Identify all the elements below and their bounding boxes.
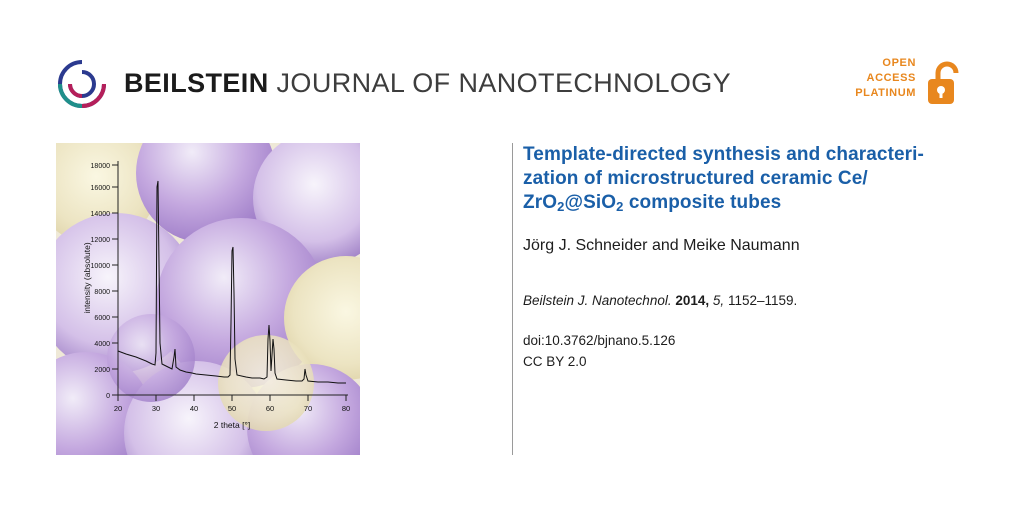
svg-text:12000: 12000: [90, 237, 110, 244]
vertical-divider: [512, 143, 513, 455]
article-title-line-3c: composite tubes: [623, 192, 782, 213]
beilstein-spiral-logo-icon: [56, 58, 108, 110]
article-title-line-3b: @SiO: [564, 192, 617, 213]
article-doi[interactable]: doi:10.3762/bjnano.5.126: [523, 333, 676, 348]
article-metadata: [523, 143, 973, 372]
open-access-text: [855, 56, 916, 101]
article-authors: Jörg J. Schneider and Meike Naumann: [523, 237, 800, 254]
article-title-sub-2: 2: [616, 199, 624, 214]
svg-text:50: 50: [227, 404, 237, 413]
svg-text:intensity (absolute): intensity (absolute): [82, 242, 92, 314]
citation-pages: 1152–1159.: [727, 293, 798, 308]
svg-text:6000: 6000: [94, 315, 110, 322]
article-figure: [56, 143, 360, 455]
svg-text:14000: 14000: [90, 211, 110, 218]
article-title-line-3a: ZrO: [523, 192, 558, 213]
citation-journal: Beilstein J. Nanotechnol.: [523, 293, 672, 308]
svg-text:20: 20: [113, 404, 123, 413]
article-title-line-1: Template-directed synthesis and characteri-: [523, 144, 924, 165]
journal-title-bold: BEILSTEIN: [124, 68, 269, 98]
svg-text:16000: 16000: [90, 185, 110, 192]
svg-text:4000: 4000: [94, 341, 110, 348]
page-header: [0, 0, 1024, 130]
article-license: CC BY 2.0: [523, 354, 587, 369]
svg-text:18000: 18000: [90, 163, 110, 170]
open-access-line2: ACCESS: [866, 72, 916, 84]
article-citation: [523, 292, 973, 310]
svg-text:80: 80: [341, 404, 351, 413]
article-title: [523, 143, 973, 216]
open-access-line3: PLATINUM: [855, 87, 916, 99]
open-access-line1: OPEN: [882, 57, 916, 69]
open-access-badge: [818, 56, 968, 112]
article-title-sub-1: 2: [557, 199, 565, 214]
svg-text:2000: 2000: [94, 367, 110, 374]
svg-text:0: 0: [106, 393, 110, 400]
svg-text:60: 60: [265, 404, 275, 413]
svg-text:2 theta [°]: 2 theta [°]: [213, 420, 251, 430]
svg-text:70: 70: [303, 404, 313, 413]
citation-volume: 5,: [712, 293, 725, 308]
citation-year: 2014,: [675, 293, 710, 308]
article-title-line-2: zation of microstructured ceramic Ce/: [523, 168, 868, 189]
figure-graphic: [56, 143, 360, 455]
svg-text:30: 30: [151, 404, 161, 413]
journal-title: [124, 68, 731, 99]
journal-title-rest: JOURNAL OF NANOTECHNOLOGY: [268, 68, 732, 98]
svg-text:8000: 8000: [94, 289, 110, 296]
open-lock-icon: [924, 60, 968, 106]
svg-text:10000: 10000: [90, 263, 110, 270]
svg-text:40: 40: [189, 404, 199, 413]
